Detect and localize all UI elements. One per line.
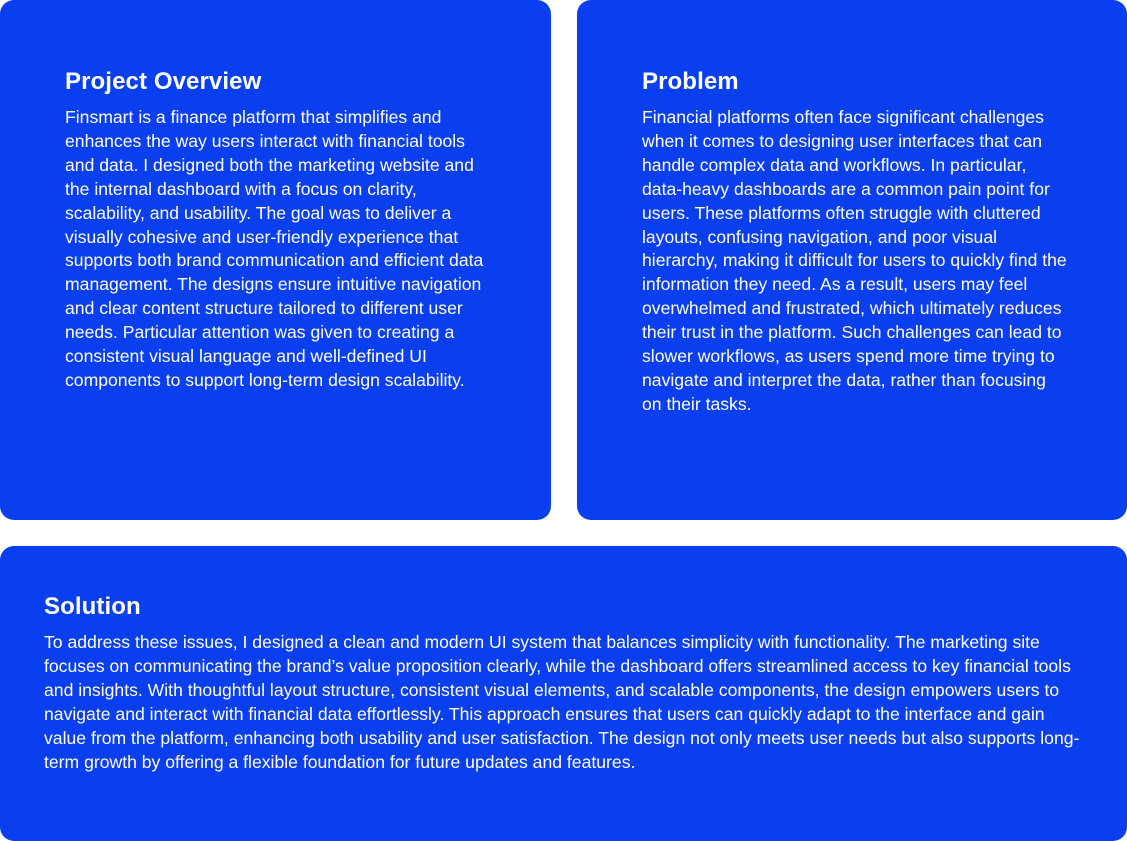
project-overview-card bbox=[0, 0, 551, 520]
project-overview-text: Finsmart is a finance platform that simplifies and enhances the way users interact with financial tools and data. I designed both the marketing website and the internal dashboard with a focus on clarity, scalability, and usability. The goal was to deliver a visually cohesive and user-friendly experience that supports both brand communication and efficient data management. The designs ensure intuitive navigation and clear content structure tailored to different user needs. Particular attention was given to creating a consistent visual language and well-defined UI components to support long-term design scalability. bbox=[65, 107, 484, 390]
problem-text: Financial platforms often face significant challenges when it comes to designing user interfaces that can handle complex data and workflows. In particular, data-heavy dashboards are a common pain point for users. These platforms often struggle with cluttered layouts, confusing navigation, and poor visual hierarchy, making it difficult for users to quickly find the information they need. As a result, users may feel overwhelmed and frustrated, which ultimately reduces their trust in the platform. Such challenges can lead to slower workflows, as users spend more time trying to navigate and interpret the data, rather than focusing on their tasks. bbox=[642, 107, 1067, 414]
problem-title: Problem bbox=[642, 68, 739, 95]
solution-title: Solution bbox=[44, 593, 141, 620]
problem-card bbox=[577, 0, 1127, 520]
project-overview-title: Project Overview bbox=[65, 68, 262, 95]
solution-card bbox=[0, 546, 1127, 841]
solution-text: To address these issues, I designed a clean and modern UI system that balances simplicity with functionality. The marketing site focuses on communicating the brand’s value proposition clearly, while the dashboard offers streamlined access to key financial tools and insights. With thoughtful layout structure, consistent visual elements, and scalable components, the design empowers users to navigate and interact with financial data effortlessly. This approach ensures that users can quickly adapt to the interface and gain value from the platform, enhancing both usability and user satisfaction. The design not only meets user needs but also supports long-term growth by offering a flexible foundation for future updates and features. bbox=[44, 632, 1080, 772]
